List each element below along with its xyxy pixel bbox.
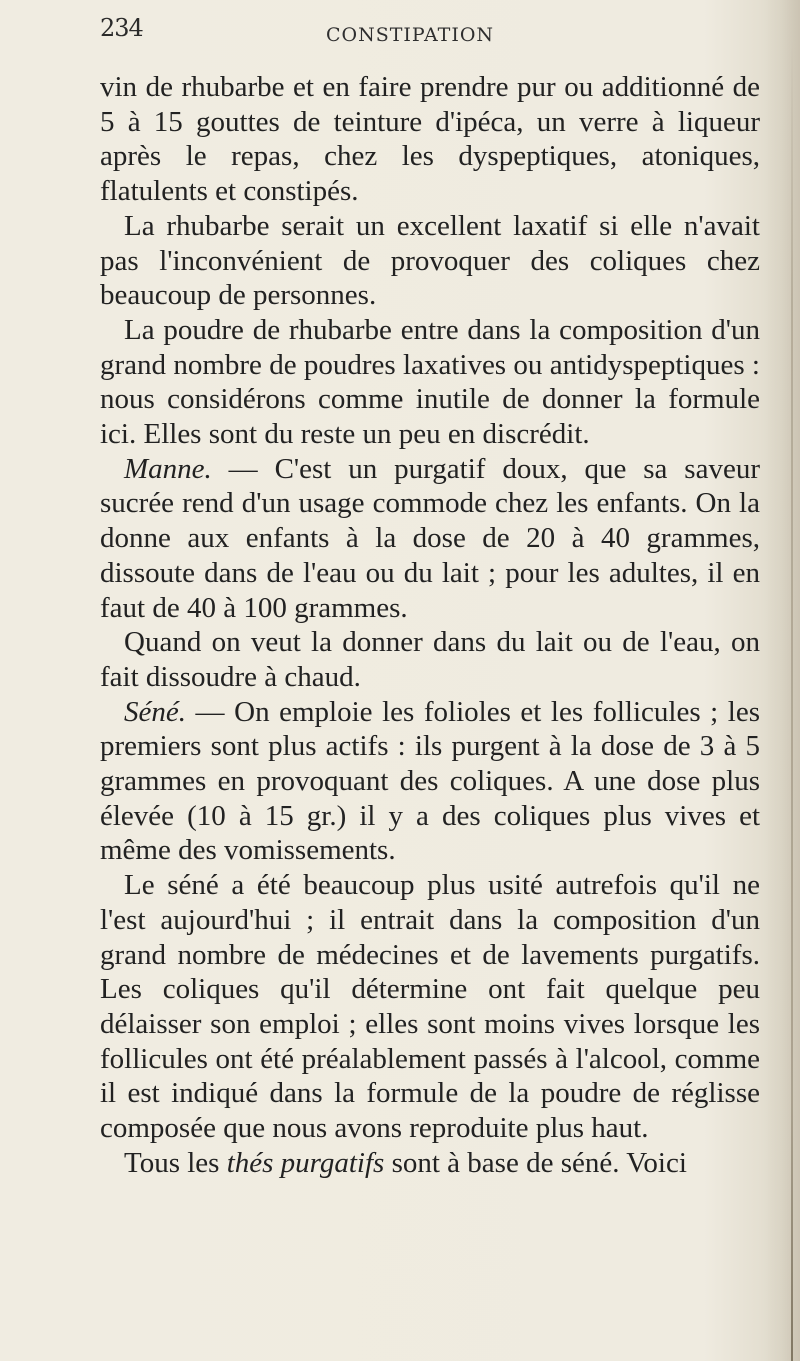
paragraph-text: Quand on veut la donner dans du lait ou de l'eau, on fait dissoudre à chaud.: [100, 626, 760, 693]
paragraph: [100, 313, 760, 452]
paragraph-manne: [100, 452, 760, 626]
paragraph: [100, 625, 760, 694]
body-text: [100, 70, 760, 1181]
paragraph: [100, 70, 760, 209]
paragraph: [100, 868, 760, 1146]
paragraph-text: La rhubarbe serait un excellent laxatif si elle n'avait pas l'inconvénient de provoquer des coliques chez beaucoup de personnes.: [100, 209, 760, 312]
paragraph-text: La poudre de rhubarbe entre dans la composition d'un grand nombre de poudres laxatives ou antidyspeptiques : nous considérons comme inutile de donner la formule ici. Elles sont du reste un peu en discrédit.: [100, 313, 760, 451]
page-number: 234: [100, 14, 143, 42]
section-term-sene: Séné.: [124, 695, 186, 728]
paragraph-text: Le séné a été beaucoup plus usité autrefois qu'il ne l'est aujourd'hui ; il entrait dans la composition d'un grand nombre de médecines et de lavements purgatifs. Les coliques qu'il détermine ont fait quelque peu délaisser son emploi ; elles sont moins vives lorsque les follicules ont été préalablement passés à l'alcool, comme il est indiqué dans la formule de la poudre de réglisse composée que nous avons reproduite plus haut.: [100, 869, 760, 1145]
paragraph-text: — On emploie les folioles et les follicules ; les premiers sont plus actifs : ils purgent à la dose de 3 à 5 grammes en provoquant des coliques. A une dose plus élevée (10 à 15 gr.) il y a des coliques plus vives et même des vomissements.: [100, 695, 760, 867]
paragraph-lead: Tous les: [124, 1146, 227, 1179]
section-term-manne: Manne.: [124, 452, 212, 485]
paragraph-final: [100, 1146, 760, 1181]
page-fold-line: [791, 40, 793, 1361]
paragraph-text: vin de rhubarbe et en faire prendre pur ou additionné de 5 à 15 gouttes de teinture d'ipéca, un verre à liqueur après le repas, chez les dyspeptiques, atoniques, flatulents et constipés.: [100, 71, 760, 208]
paragraph: [100, 209, 760, 313]
page-edge-shadow: [766, 0, 800, 1361]
paragraph-text: — C'est un purgatif doux, que sa saveur sucrée rend d'un usage commode chez les enfants. On la donne aux enfants à la dose de 20 à 40 grammes, dissoute dans de l'eau ou du lait ; pour les adultes, il en faut de 40 à 100 grammes.: [100, 452, 760, 624]
section-term-thes-purgatifs: thés purgatifs: [226, 1146, 385, 1179]
paragraph-sene: [100, 695, 760, 869]
paragraph-text: sont à base de séné. Voici: [384, 1146, 687, 1179]
running-head: CONSTIPATION: [326, 24, 495, 46]
